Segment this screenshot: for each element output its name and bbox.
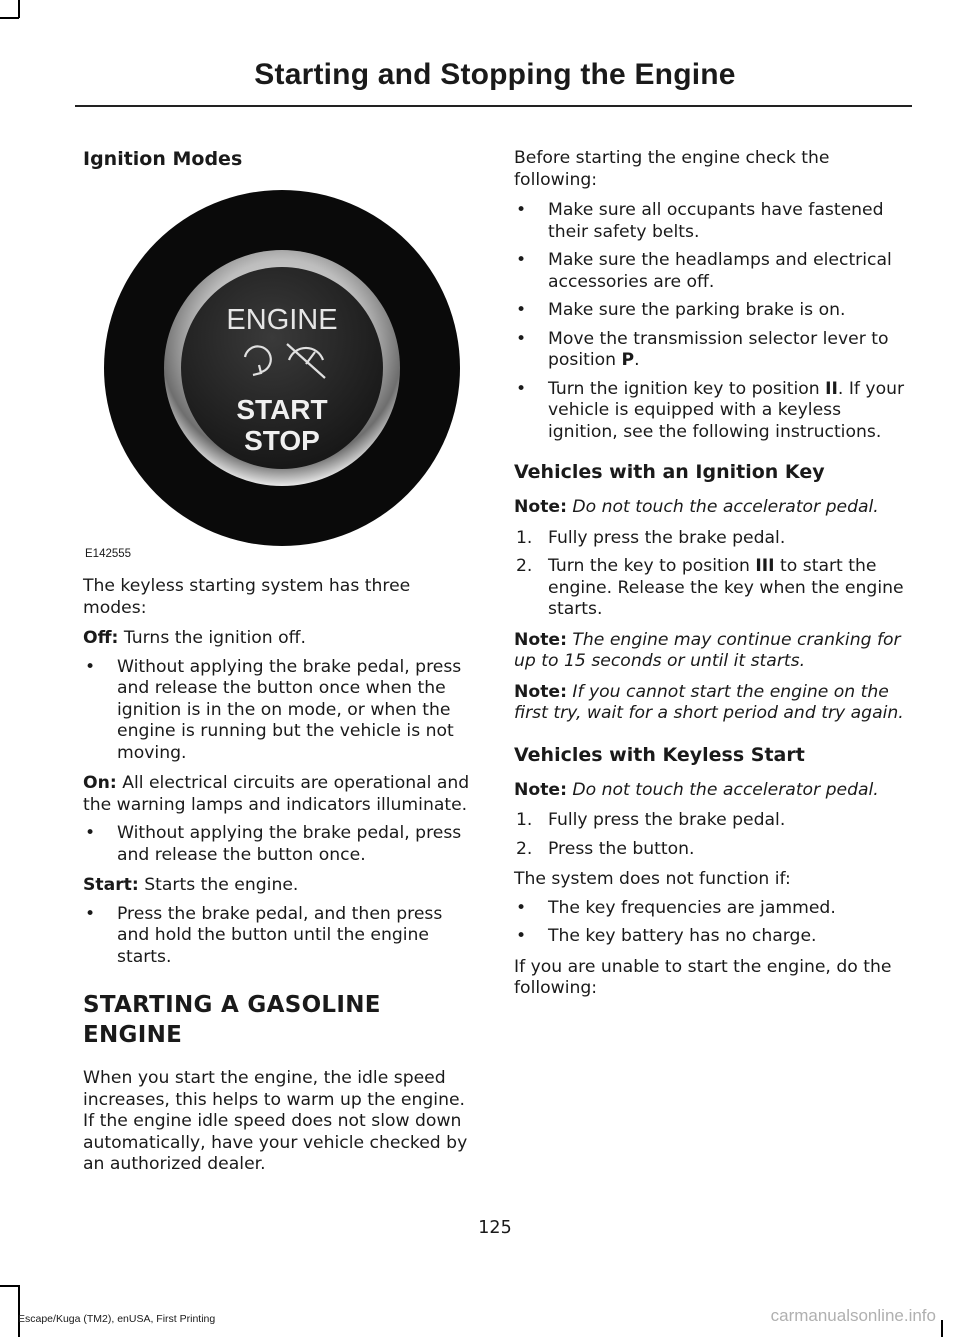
step-number: 1. (516, 527, 533, 548)
check-text-end: . (634, 350, 640, 370)
on-bullets (83, 823, 475, 866)
gasoline-section-text: When you start the engine, the idle speed increases, this helps to warm up the engine. If the engine idle speed does not slow down automatically, have your vehicle checked by an authorized dealer. (83, 1068, 468, 1174)
off-mode-paragraph (83, 628, 475, 650)
list-item (514, 300, 910, 322)
step-text-end: to start the engine. Release the key when the engine starts. (548, 556, 904, 619)
gasoline-section-heading (83, 990, 475, 1050)
unable-to-start-text: If you are unable to start the engine, do the following: (514, 956, 892, 998)
bullet-marker: • (516, 378, 527, 399)
step-number: 2. (516, 556, 533, 576)
list-item (514, 379, 910, 444)
bullet-marker: • (516, 300, 527, 320)
step-number: 2. (516, 838, 533, 859)
figure-code: E142555 (85, 548, 132, 560)
left-column (83, 146, 475, 1176)
start-stop-button-illustration (83, 182, 475, 560)
crop-mark (941, 1320, 943, 1337)
section-line-1: STARTING A GASOLINE (83, 992, 381, 1018)
on-bullet-text: Without applying the brake pedal, press and release the button once. (117, 823, 462, 865)
note-label: Note: (514, 681, 567, 702)
on-mode-paragraph (83, 773, 475, 816)
note-retry (514, 682, 910, 725)
before-start-text: Before starting the engine check the following: (514, 148, 830, 190)
crop-mark (18, 0, 20, 18)
condition-text: The key frequencies are jammed. (548, 897, 836, 918)
crop-mark (18, 1285, 20, 1337)
list-item (514, 528, 910, 550)
note-accelerator-keyless (514, 780, 910, 802)
crop-mark (0, 1285, 19, 1287)
keyless-intro: The keyless starting system has three modes: (83, 576, 411, 618)
step-text: Fully press the brake pedal. (548, 527, 786, 548)
check-text: Make sure all occupants have fastened their safety belts. (548, 200, 884, 242)
page-number: 125 (478, 1218, 512, 1238)
position-p: P (621, 350, 635, 370)
off-label: Off: (83, 628, 119, 648)
engine-label: ENGINE (226, 304, 338, 336)
bullet-marker: • (85, 823, 96, 843)
step-number: 1. (516, 810, 533, 830)
keyless-start-heading: Vehicles with Keyless Start (514, 743, 805, 766)
off-bullets (83, 657, 475, 765)
pre-start-checks (514, 200, 910, 443)
bullet-marker: • (516, 897, 527, 918)
ignition-key-heading: Vehicles with an Ignition Key (514, 461, 825, 483)
check-text: Make sure the headlamps and electrical accessories are off. (548, 250, 892, 292)
start-label: START (236, 394, 328, 425)
right-column (514, 146, 910, 1000)
list-item (83, 657, 475, 765)
off-bullet-text: Without applying the brake pedal, press and release the button once when the ignition is in the on mode, or when the engine is running but the vehicle is not moving. (117, 656, 462, 763)
list-item (514, 556, 910, 621)
engine-button-figure (83, 182, 475, 560)
bullet-marker: • (85, 903, 96, 924)
page-header-title: Starting and Stopping the Engine (254, 58, 736, 91)
bullet-marker: • (516, 250, 527, 270)
note-label: Note: (514, 629, 567, 650)
bullet-marker: • (516, 200, 527, 220)
note-text: Do not touch the accelerator pedal. (566, 779, 879, 800)
step-text: Press the button. (548, 838, 695, 859)
document-id: Escape/Kuga (TM2), enUSA, First Printing (18, 1313, 216, 1325)
header-rule (75, 105, 912, 107)
start-bullets (83, 904, 475, 969)
start-mode-paragraph (83, 875, 475, 897)
check-text: Turn the ignition key to position (548, 378, 826, 399)
note-text: If you cannot start the engine on the first try, wait for a short period and try again. (514, 681, 904, 723)
ignition-modes-heading: Ignition Modes (83, 148, 243, 170)
position-ii: II (825, 378, 838, 399)
check-text-end: . If your vehicle is equipped with a keyless ignition, see the following instructions. (548, 378, 905, 442)
list-item (514, 810, 910, 832)
list-item (514, 250, 910, 293)
note-cranking (514, 630, 910, 673)
step-text: Fully press the brake pedal. (548, 810, 786, 830)
system-conditions (514, 898, 910, 948)
note-text: Do not touch the accelerator pedal. (566, 497, 879, 517)
stop-label: STOP (244, 425, 320, 456)
list-item (514, 329, 910, 372)
on-label: On: (83, 773, 117, 793)
position-iii: III (755, 556, 775, 576)
list-item (83, 823, 475, 866)
crop-mark (0, 17, 19, 19)
section-line-2: ENGINE (83, 1022, 183, 1048)
condition-text: The key battery has no charge. (548, 926, 817, 946)
start-label: Start: (83, 875, 139, 895)
note-label: Note: (514, 779, 567, 800)
bullet-marker: • (516, 926, 527, 946)
list-item (514, 926, 910, 948)
watermark-site: carmanualsonline.info (770, 1306, 936, 1325)
start-text: Starts the engine. (138, 875, 299, 895)
list-item (514, 200, 910, 243)
ignition-key-steps (514, 528, 910, 621)
keyless-steps (514, 810, 910, 860)
system-not-function-text: The system does not function if: (514, 869, 791, 889)
list-item (514, 839, 910, 861)
step-text: Turn the key to position (548, 556, 756, 576)
check-text: Make sure the parking brake is on. (548, 300, 846, 320)
list-item (514, 898, 910, 920)
bullet-marker: • (516, 328, 527, 349)
on-text: All electrical circuits are operational and the warning lamps and indicators illuminate. (83, 773, 470, 815)
note-accelerator (514, 497, 910, 519)
note-label: Note: (514, 497, 567, 517)
start-bullet-text: Press the brake pedal, and then press and hold the button until the engine starts. (117, 903, 443, 967)
note-text: The engine may continue cranking for up to 15 seconds or until it starts. (514, 629, 901, 671)
check-text: Move the transmission selector lever to position (548, 328, 889, 370)
off-text: Turns the ignition off. (118, 628, 306, 648)
list-item (83, 904, 475, 969)
bullet-marker: • (85, 656, 96, 677)
